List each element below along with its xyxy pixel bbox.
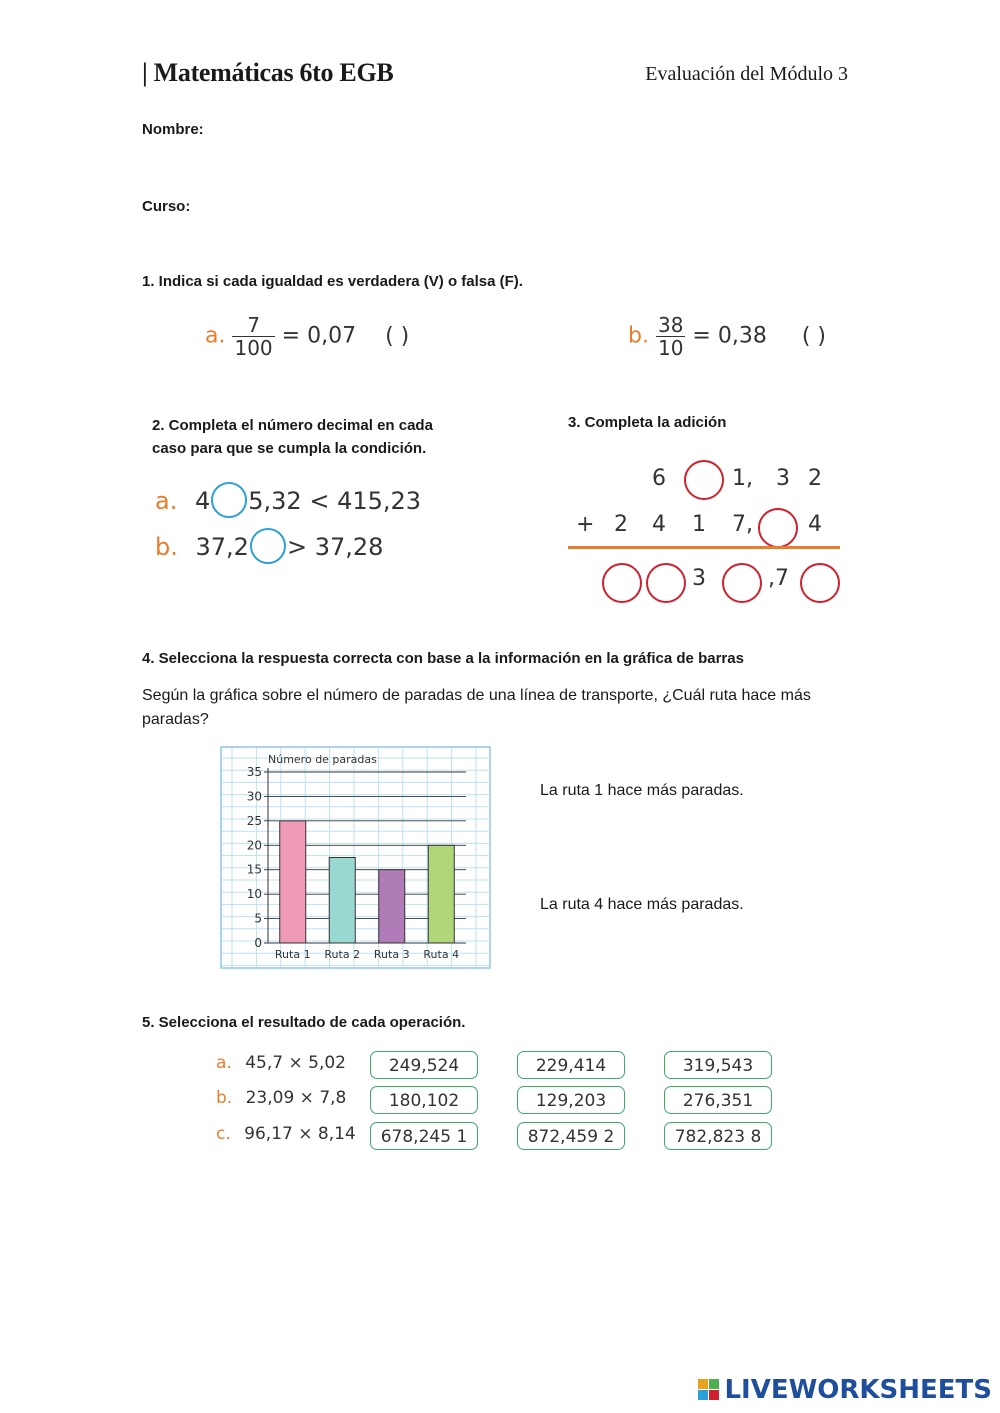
q5-b-op: 23,09 × 7,8: [245, 1088, 347, 1108]
worksheet-title: | Matemáticas 6to EGB: [142, 58, 394, 87]
q3-r1-digit: 3: [776, 466, 790, 491]
y-tick-label: 25: [246, 813, 262, 828]
q2-a-blank-circle[interactable]: [211, 482, 247, 518]
q5-b-letter: b.: [216, 1088, 233, 1108]
bar-ruta-3: [379, 870, 405, 943]
q5-a-letter: a.: [216, 1053, 232, 1073]
y-tick-label: 10: [246, 887, 262, 902]
q5-a-op: 45,7 × 5,02: [245, 1053, 346, 1073]
q5-prompt: 5. Selecciona el resultado de cada operación.: [142, 1014, 466, 1031]
q5-c-operation: [216, 1124, 356, 1144]
q3-result-blank[interactable]: [800, 563, 840, 603]
q1-item-a: [205, 314, 409, 359]
q4-option-2[interactable]: La ruta 4 hace más paradas.: [540, 896, 744, 913]
bar-chart: [220, 746, 492, 970]
chart-title: Número de paradas: [268, 753, 377, 766]
bar-ruta-4: [428, 845, 454, 943]
y-tick-label: 15: [246, 862, 262, 877]
q5-a-option-2[interactable]: 229,414: [517, 1051, 625, 1079]
x-tick-label: Ruta 3: [373, 948, 410, 961]
course-label: Curso:: [142, 198, 191, 215]
q1-b-fraction: [656, 314, 685, 359]
q2-a-right: 5,32 < 415,23: [248, 487, 422, 515]
q3-plus-sign: +: [576, 512, 595, 537]
q1-a-answer-parens[interactable]: ( ): [385, 323, 410, 349]
y-tick-label: 20: [246, 838, 262, 853]
x-tick-label: Ruta 4: [423, 948, 460, 961]
x-tick-label: Ruta 2: [324, 948, 361, 961]
q5-c-option-1[interactable]: 678,245 1: [370, 1122, 478, 1150]
q1-item-b: [628, 314, 826, 359]
q2-b-right: > 37,28: [286, 533, 384, 561]
bar-ruta-2: [329, 858, 355, 944]
q2-prompt: [152, 414, 433, 460]
q1-a-numerator: 7: [232, 314, 274, 337]
q3-r2-digit: 2: [614, 512, 628, 537]
q2-prompt-line2: caso para que se cumpla la condición.: [152, 440, 427, 457]
q1-a-fraction: [232, 314, 274, 359]
q1-a-letter: a.: [205, 323, 226, 349]
q5-a-operation: [216, 1053, 346, 1073]
q3-result-blank[interactable]: [646, 563, 686, 603]
bar-ruta-1: [280, 821, 306, 943]
name-label: Nombre:: [142, 121, 204, 138]
q1-b-letter: b.: [628, 323, 649, 349]
q4-question-text: Según la gráfica sobre el número de paradas de una línea de transporte, ¿Cuál ruta hace más paradas?: [142, 687, 811, 728]
q5-b-option-3[interactable]: 276,351: [664, 1086, 772, 1114]
q2-b-blank-circle[interactable]: [250, 528, 286, 564]
q5-a-option-1[interactable]: 249,524: [370, 1051, 478, 1079]
q3-r1-blank[interactable]: [684, 460, 724, 500]
q1-b-rhs: = 0,38: [692, 323, 767, 349]
q1-b-answer-parens[interactable]: ( ): [801, 323, 827, 349]
q3-r2-digit: 4: [808, 512, 822, 537]
q3-r2-blank[interactable]: [758, 508, 798, 548]
q3-r1-digit: 1,: [732, 466, 753, 491]
q3-r2-digit: 4: [652, 512, 666, 537]
q5-b-option-2[interactable]: 129,203: [517, 1086, 625, 1114]
liveworksheets-logo: [698, 1375, 992, 1405]
logo-mark-icon: [698, 1379, 720, 1401]
y-tick-label: 0: [254, 936, 262, 950]
q3-r1-digit: 2: [808, 466, 822, 491]
q3-r2-digit: 1: [692, 512, 706, 537]
q1-a-denominator: 100: [234, 336, 273, 360]
q3-r1-digit: 6: [652, 466, 666, 491]
q2-item-b: [155, 530, 383, 566]
worksheet-subtitle: Evaluación del Módulo 3: [645, 63, 848, 85]
q3-result-blank[interactable]: [602, 563, 642, 603]
q1-b-numerator: 38: [657, 313, 684, 337]
q5-c-option-3[interactable]: 782,823 8: [664, 1122, 772, 1150]
q3-prompt: 3. Completa la adición: [568, 414, 727, 431]
q3-result-digit: ,7: [768, 566, 789, 591]
q2-a-letter: a.: [155, 487, 178, 515]
q5-c-op: 96,17 × 8,14: [244, 1124, 356, 1144]
q2-prompt-line1: 2. Completa el número decimal en cada: [152, 417, 433, 434]
y-tick-label: 30: [246, 789, 262, 804]
q5-b-operation: [216, 1088, 346, 1108]
q3-result-blank[interactable]: [722, 563, 762, 603]
q2-a-left: 4: [194, 487, 211, 515]
q4-option-1[interactable]: La ruta 1 hace más paradas.: [540, 782, 744, 799]
q1-b-denominator: 10: [657, 336, 684, 360]
q3-r2-digit: 7,: [732, 512, 753, 537]
q2-b-letter: b.: [155, 533, 178, 561]
y-tick-label: 5: [254, 911, 262, 926]
q2-b-left: 37,2: [195, 533, 249, 561]
q1-a-rhs: = 0,07: [281, 323, 357, 349]
y-tick-label: 35: [246, 765, 262, 779]
q5-c-letter: c.: [216, 1124, 231, 1144]
logo-text: LIVEWORKSHEETS: [724, 1375, 992, 1405]
q3-result-digit: 3: [692, 566, 706, 591]
q3-sum-line: [568, 546, 840, 549]
q5-a-option-3[interactable]: 319,543: [664, 1051, 772, 1079]
x-tick-label: Ruta 1: [274, 948, 311, 961]
q5-c-option-2[interactable]: 872,459 2: [517, 1122, 625, 1150]
q2-item-a: [155, 484, 421, 520]
q1-prompt: 1. Indica si cada igualdad es verdadera (V) o falsa (F).: [142, 273, 523, 290]
q5-b-option-1[interactable]: 180,102: [370, 1086, 478, 1114]
q4-prompt: 4. Selecciona la respuesta correcta con base a la información en la gráfica de barras: [142, 650, 744, 667]
